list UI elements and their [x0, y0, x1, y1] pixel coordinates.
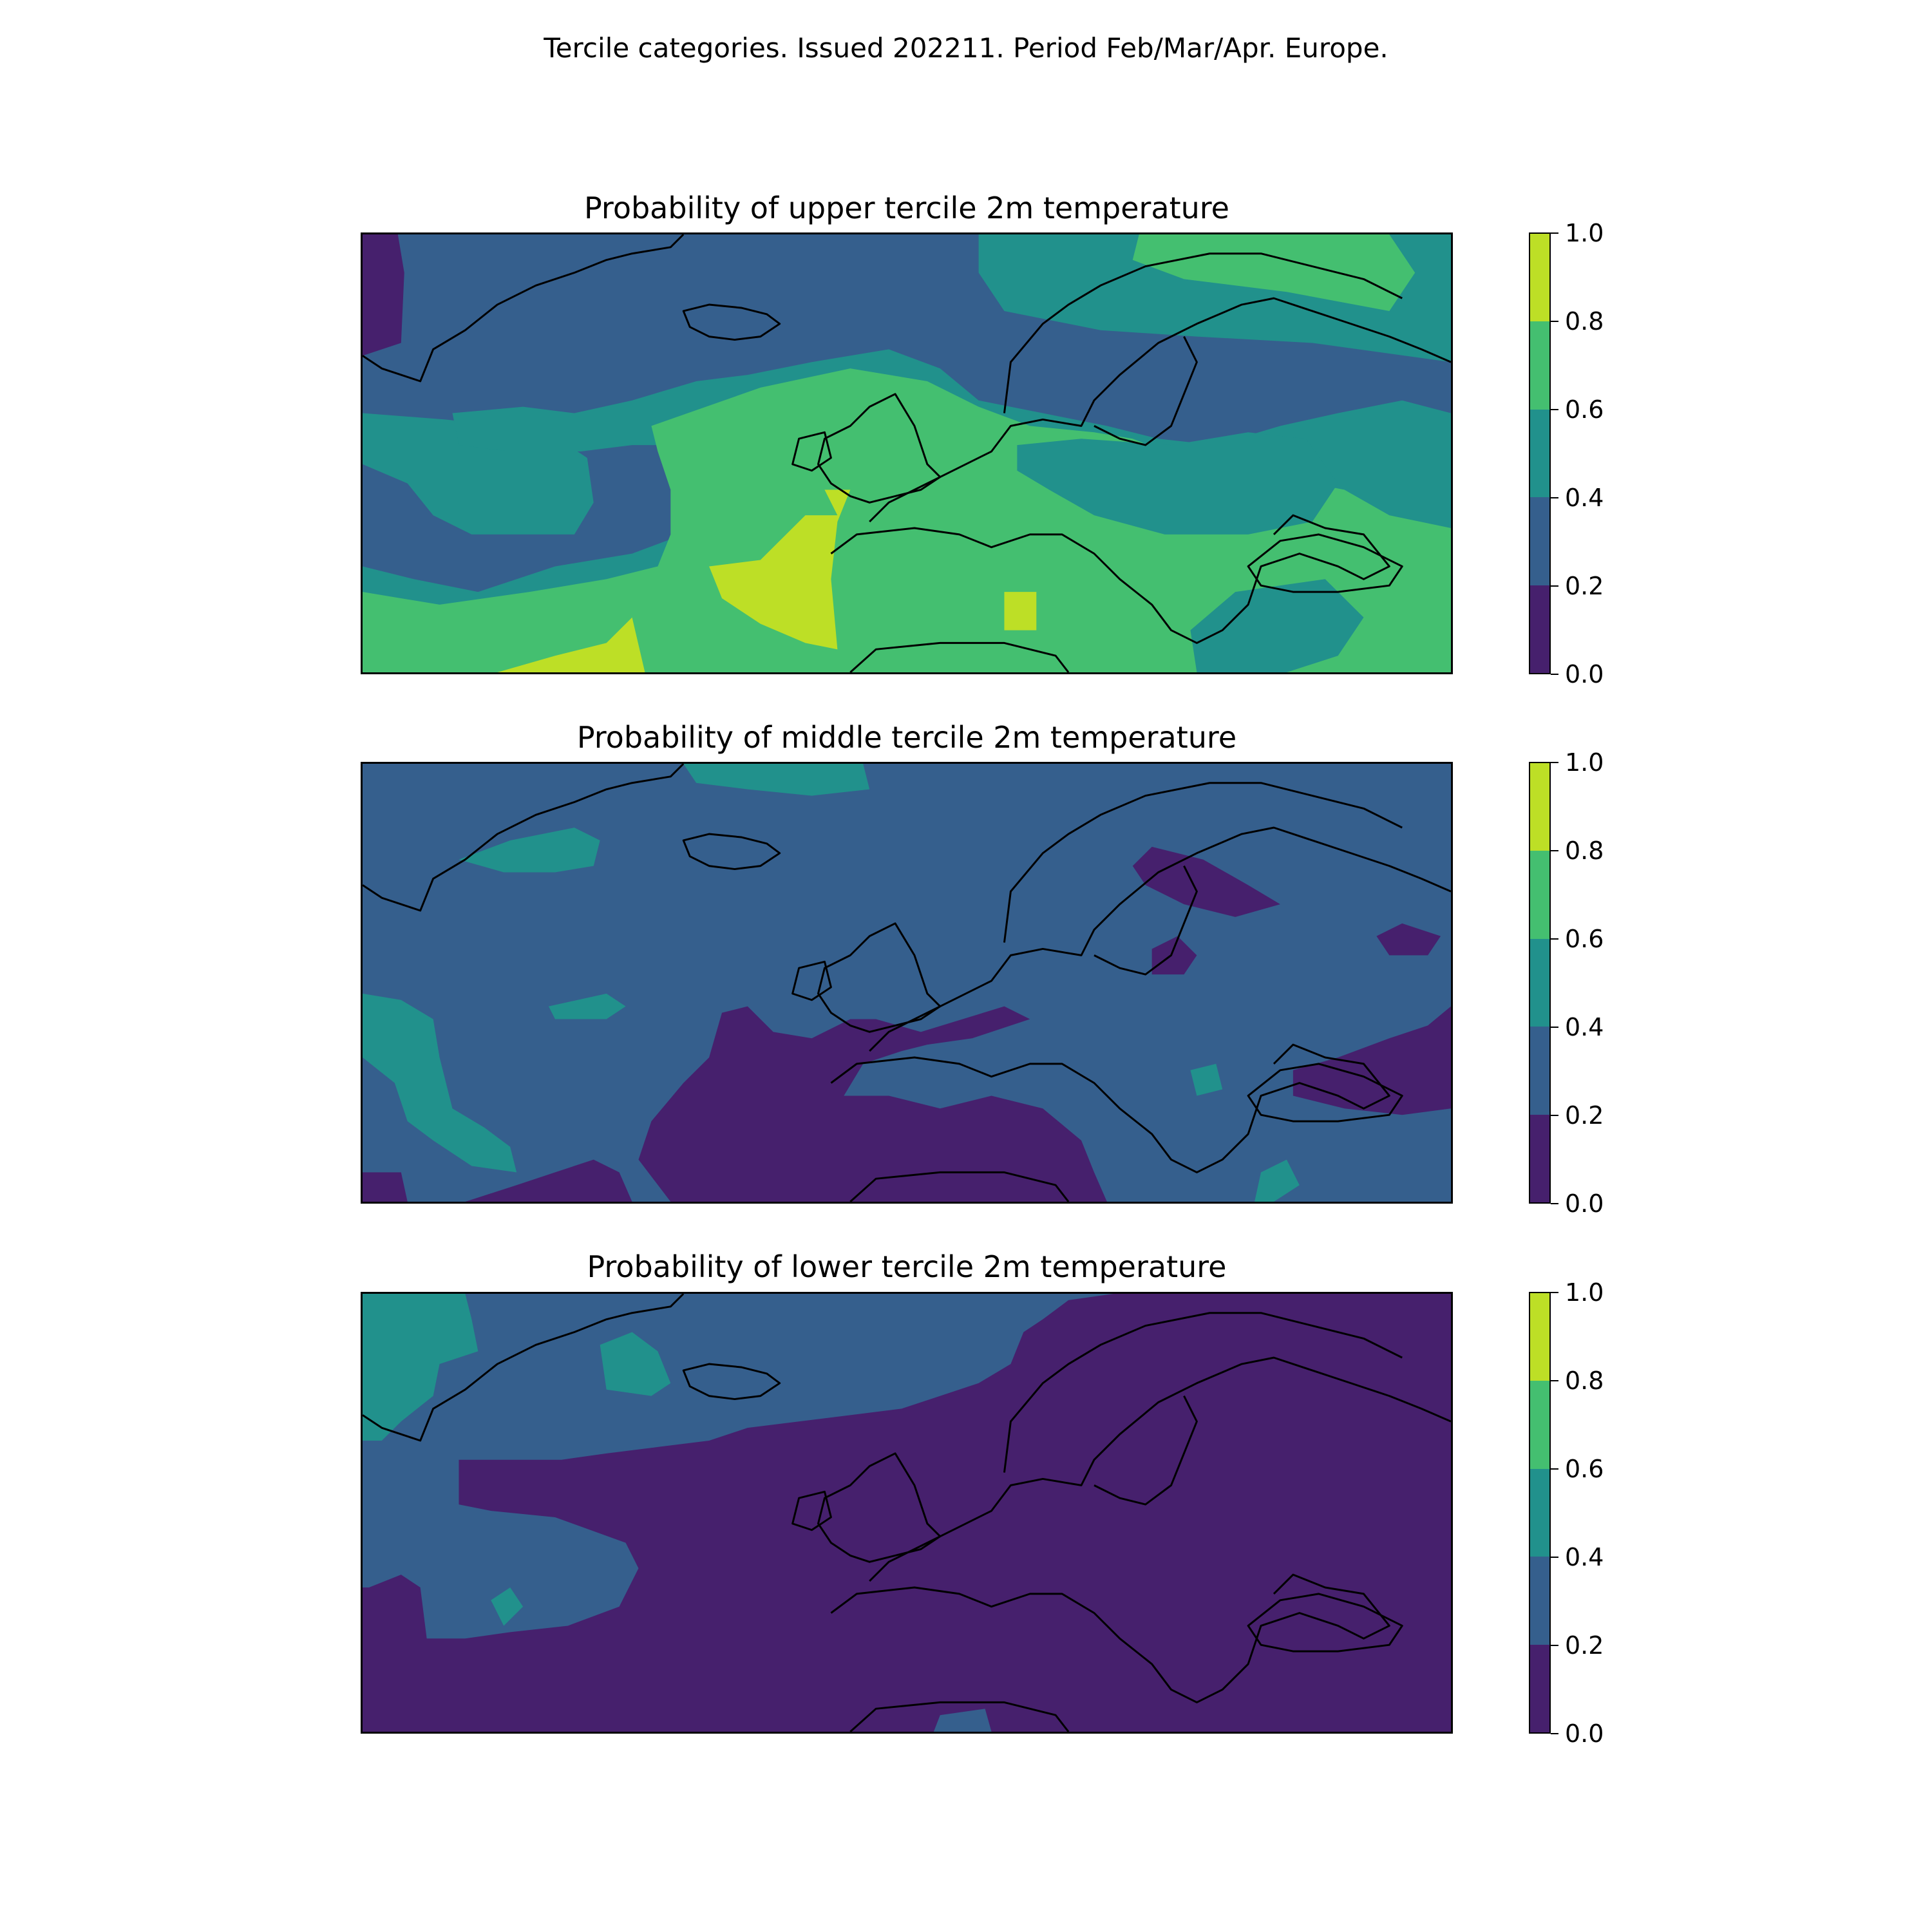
- colorbar-middle-tick: 0.2: [1551, 1103, 1604, 1128]
- figure-suptitle: Tercile categories. Issued 202211. Period Feb/Mar/Apr. Europe.: [544, 32, 1388, 64]
- colorbar-bin-0-0.2: [1530, 1645, 1549, 1732]
- colorbar-bin-0-0.2: [1530, 1115, 1549, 1202]
- colorbar-middle-tick: 0.8: [1551, 838, 1604, 863]
- map-lower-tercile: [361, 1292, 1453, 1734]
- colorbar-lower-tick: 0.2: [1551, 1633, 1604, 1658]
- colorbar-bin-0.4-0.6: [1530, 1469, 1549, 1557]
- colorbar-bin-0.6-0.8: [1530, 1381, 1549, 1468]
- colorbar-bin-0.2-0.4: [1530, 1027, 1549, 1114]
- colorbar-lower-tick: 0.6: [1551, 1457, 1604, 1481]
- colorbar-bin-0-0.2: [1530, 585, 1549, 673]
- colorbar-middle-tick: 0.6: [1551, 927, 1604, 951]
- colorbar-lower: [1529, 1292, 1551, 1734]
- colorbar-lower-tick: 0.8: [1551, 1368, 1604, 1393]
- colorbar-bin-0.6-0.8: [1530, 321, 1549, 409]
- colorbar-lower-tick: 0.4: [1551, 1545, 1604, 1569]
- colorbar-upper-tick: 1.0: [1551, 221, 1604, 245]
- colorbar-bin-0.8-1.0: [1530, 1293, 1549, 1381]
- panel-title-middle: Probability of middle tercile 2m temperature: [576, 720, 1237, 755]
- colorbar-upper-tick: 0.2: [1551, 574, 1604, 598]
- colorbar-bin-0.8-1.0: [1530, 763, 1549, 851]
- colorbar-lower-tick: 0.0: [1551, 1721, 1604, 1746]
- colorbar-upper-tick: 0.8: [1551, 309, 1604, 334]
- panel-title-lower: Probability of lower tercile 2m temperature: [587, 1249, 1227, 1284]
- colorbar-upper-tick: 0.0: [1551, 662, 1604, 687]
- field-bin-0-0.2: [363, 234, 404, 355]
- colorbar-bin-0.4-0.6: [1530, 410, 1549, 497]
- colorbar-upper: [1529, 232, 1551, 674]
- colorbar-upper-tick: 0.6: [1551, 397, 1604, 422]
- colorbar-bin-0.6-0.8: [1530, 851, 1549, 938]
- colorbar-bin-0.8-1.0: [1530, 234, 1549, 321]
- colorbar-middle-tick: 0.0: [1551, 1191, 1604, 1216]
- field-bin-0-0.2: [363, 1172, 408, 1202]
- colorbar-bin-0.2-0.4: [1530, 1557, 1549, 1644]
- colorbar-upper-tick: 0.4: [1551, 486, 1604, 510]
- colorbar-middle-tick: 0.4: [1551, 1015, 1604, 1039]
- colorbar-middle: [1529, 762, 1551, 1204]
- panel-title-upper: Probability of upper tercile 2m temperature: [584, 191, 1229, 225]
- map-middle-tercile: [361, 762, 1453, 1204]
- colorbar-lower-tick: 1.0: [1551, 1280, 1604, 1305]
- map-upper-tercile: [361, 232, 1453, 674]
- colorbar-bin-0.4-0.6: [1530, 939, 1549, 1027]
- colorbar-bin-0.2-0.4: [1530, 497, 1549, 585]
- field-bin-0.8-1.0: [1004, 592, 1036, 630]
- colorbar-middle-tick: 1.0: [1551, 750, 1604, 775]
